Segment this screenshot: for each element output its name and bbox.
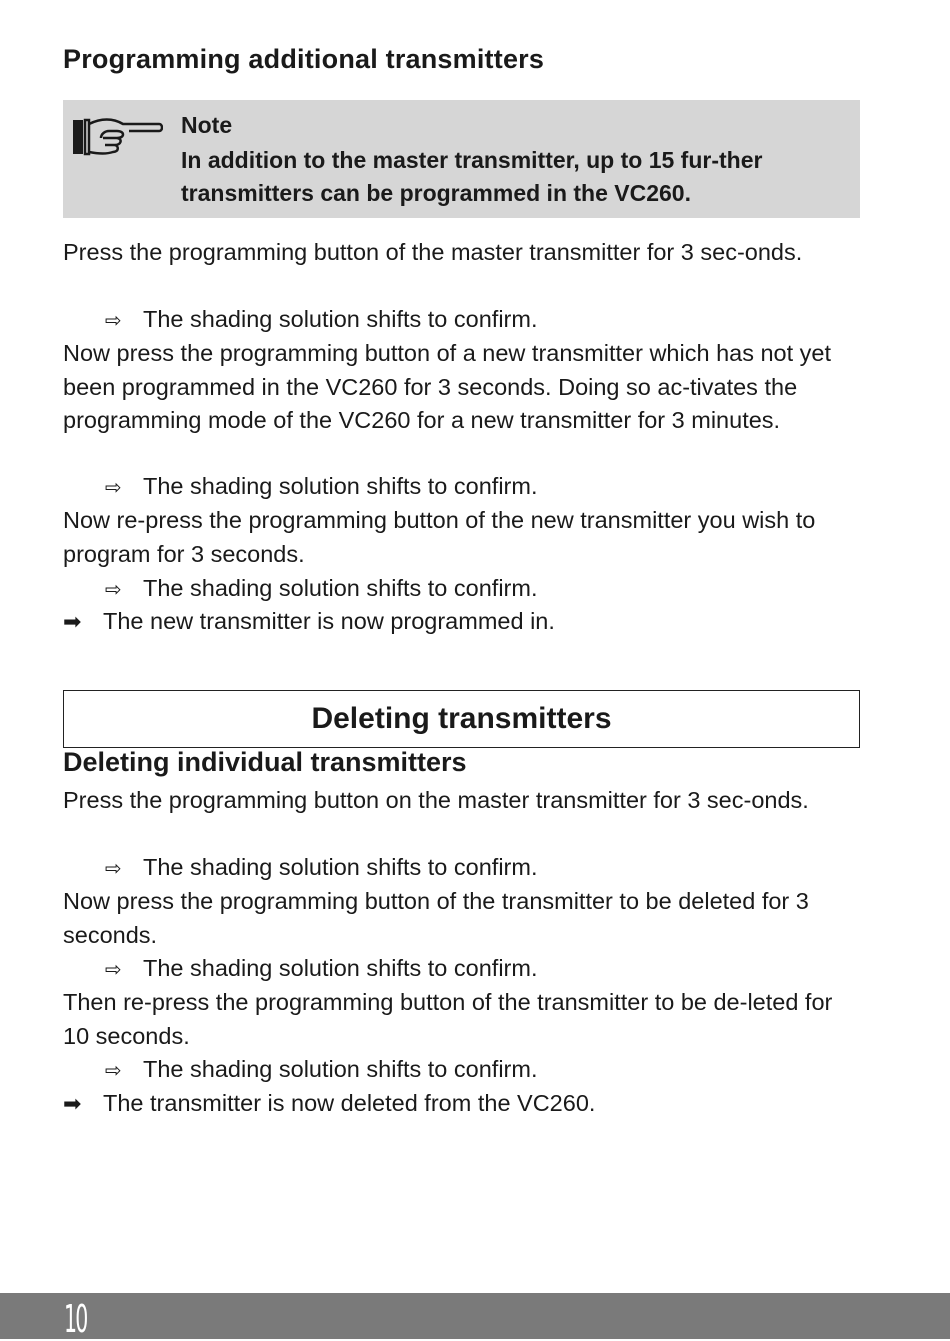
- section-title-box: [63, 690, 860, 748]
- pointing-hand-icon: [71, 114, 163, 160]
- result-arrow-icon: ⇨: [105, 579, 122, 601]
- result-arrow-icon: ⇨: [105, 858, 122, 880]
- step-text: Now press the programming button of the transmitter to be deleted for 3 seconds.: [63, 888, 809, 948]
- page-number: 10: [64, 1297, 87, 1341]
- step-result: ⇨ The shading solution shifts to confirm.: [105, 470, 537, 506]
- step-result: ⇨ The shading solution shifts to confirm.: [105, 572, 537, 608]
- final-result: ➡ The transmitter is now deleted from the VC260.: [63, 1087, 595, 1121]
- note-box: [63, 100, 860, 218]
- step-result: ⇨ The shading solution shifts to confirm.: [105, 1053, 537, 1089]
- step-text: Now re-press the programming button of the new transmitter you wish to program for 3 seconds.: [63, 507, 816, 567]
- final-arrow-icon: ➡: [63, 609, 82, 634]
- page-footer: [0, 1293, 950, 1339]
- section-title-deleting: Deleting transmitters: [311, 702, 612, 735]
- result-arrow-icon: ⇨: [105, 1060, 122, 1082]
- subsection-title: Deleting individual transmitters: [63, 747, 467, 777]
- final-arrow-icon: ➡: [63, 1091, 82, 1116]
- note-body: In addition to the master transmitter, up to 15 fur-ther transmitters can be programmed in the VC260.: [181, 147, 763, 206]
- final-result: ➡ The new transmitter is now programmed in.: [63, 605, 555, 639]
- step-result: ⇨ The shading solution shifts to confirm.: [105, 952, 537, 988]
- note-title: Note: [181, 112, 233, 138]
- step-result: ⇨ The shading solution shifts to confirm.: [105, 851, 537, 887]
- step-text: Press the programming button of the master transmitter for 3 sec-onds.: [63, 239, 803, 265]
- step-result: ⇨ The shading solution shifts to confirm.: [105, 303, 537, 339]
- result-arrow-icon: ⇨: [105, 959, 122, 981]
- step-text: Then re-press the programming button of the transmitter to be de-leted for 10 seconds.: [63, 989, 833, 1049]
- step-text: Press the programming button on the master transmitter for 3 sec-onds.: [63, 787, 809, 813]
- result-arrow-icon: ⇨: [105, 477, 122, 499]
- result-arrow-icon: ⇨: [105, 310, 122, 332]
- step-text: Now press the programming button of a new transmitter which has not yet been programmed in the VC260 for 3 seconds. Doing so ac-tivates the programming mode of the VC260 for a new transmitter for 3 minutes.: [63, 340, 832, 433]
- section-title-programming: Programming additional transmitters: [63, 44, 545, 74]
